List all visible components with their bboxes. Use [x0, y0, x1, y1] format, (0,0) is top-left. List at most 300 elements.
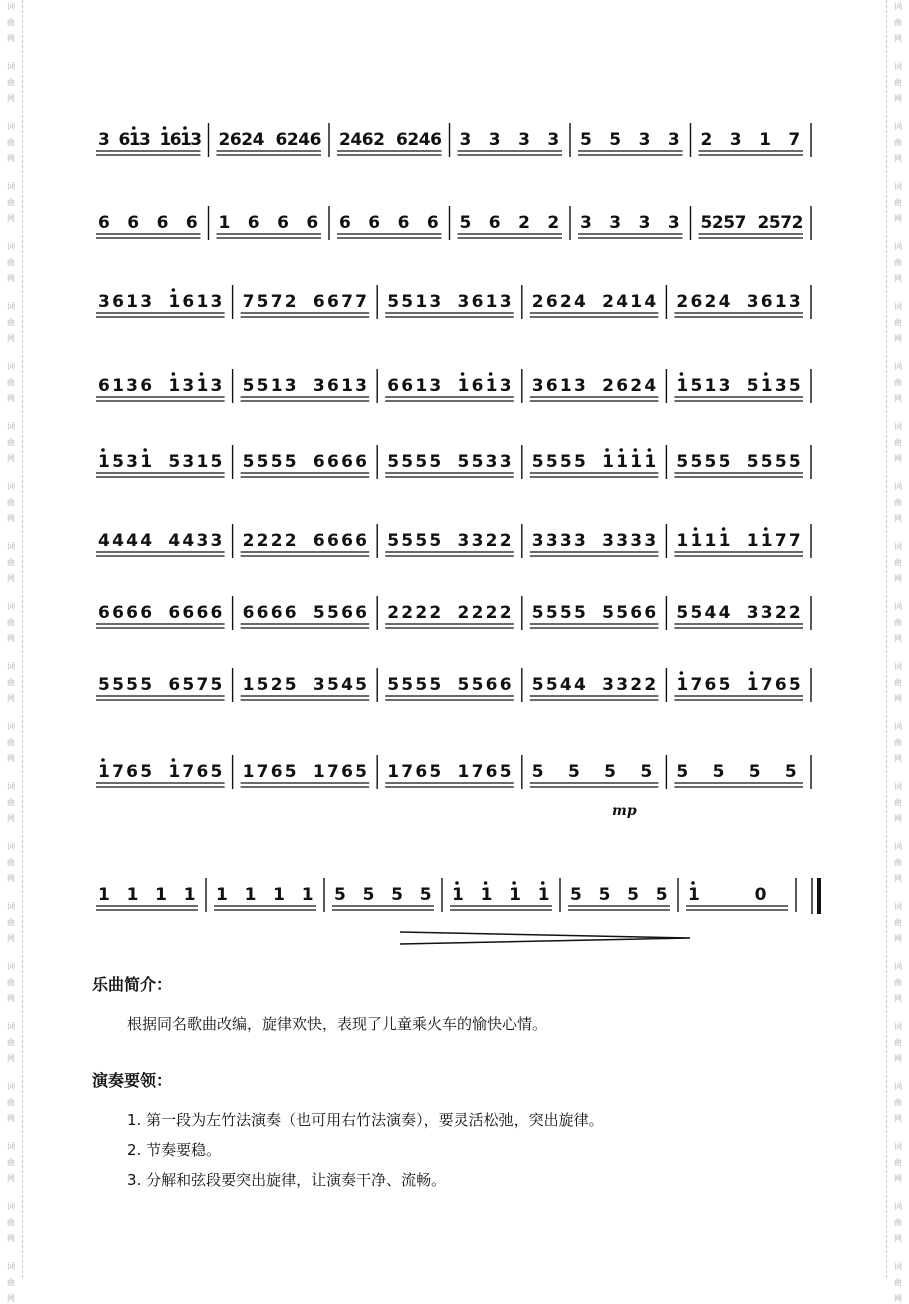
score-note: 5	[256, 376, 269, 396]
score-note: 3	[312, 376, 325, 396]
score-note: 5	[559, 452, 572, 472]
watermark-glyph: 词	[7, 482, 15, 491]
score-note: 1	[704, 531, 717, 551]
score-note: 5	[284, 675, 297, 695]
score-note: 1	[690, 531, 703, 551]
high-octave-dot	[764, 372, 768, 376]
score-note: 5	[574, 603, 586, 623]
score-note: 5	[387, 531, 400, 551]
score-note: 1	[301, 885, 314, 905]
watermark-glyph: 曲	[894, 618, 902, 627]
score-note: 5	[182, 675, 195, 695]
high-octave-dot	[680, 671, 684, 675]
score-note: 2	[630, 376, 643, 396]
score-note: 4	[252, 130, 265, 150]
score-note: 1	[216, 885, 228, 905]
watermark-glyph: 曲	[894, 318, 902, 327]
score-note: 1	[760, 376, 773, 396]
watermark-glyph: 网	[894, 874, 902, 883]
score-note: 5	[768, 213, 781, 233]
score-note: 6	[327, 292, 339, 312]
score-note: 1	[760, 531, 773, 551]
score-note: 1	[457, 376, 470, 396]
score-note: 6	[210, 603, 223, 623]
watermark-glyph: 曲	[894, 1098, 902, 1107]
score-note: 2	[711, 213, 724, 233]
watermark-glyph: 词	[894, 542, 902, 551]
watermark-glyph: 网	[894, 1054, 902, 1063]
score-note: 1	[183, 885, 196, 905]
score-note: 5	[284, 452, 297, 472]
score-note: 1	[485, 292, 498, 312]
score-note: 6	[126, 762, 138, 782]
score-note: 3	[602, 675, 614, 695]
watermark-glyph: 词	[894, 902, 902, 911]
score-note: 1	[244, 885, 257, 905]
score-note: 4	[182, 531, 195, 551]
score-note: 3	[457, 531, 470, 551]
score-note: 3	[312, 675, 325, 695]
score-note: 6	[270, 603, 283, 623]
score-note: 2	[518, 213, 530, 233]
score-note: 2	[757, 213, 770, 233]
watermark-glyph: 词	[7, 1202, 15, 1211]
score-note: 5	[391, 885, 403, 905]
watermark-glyph: 网	[894, 334, 902, 343]
score-note: 1	[746, 675, 759, 695]
score-note: 6	[426, 213, 439, 233]
watermark-glyph: 词	[7, 602, 15, 611]
score-note: 5	[531, 603, 544, 623]
score-note: 5	[284, 762, 297, 782]
watermark-glyph: 曲	[7, 558, 15, 567]
watermark-glyph: 网	[7, 934, 15, 943]
score-note: 5	[784, 762, 797, 782]
score-note: 6	[485, 675, 498, 695]
score-note: 5	[327, 675, 339, 695]
score-note: 5	[415, 675, 428, 695]
watermark-glyph: 词	[7, 1262, 15, 1271]
watermark-glyph: 网	[894, 814, 902, 823]
high-octave-dot	[101, 758, 105, 762]
score-note: 2	[499, 531, 512, 551]
score-note: 6	[270, 762, 283, 782]
score-note: 1	[630, 292, 643, 312]
watermark-glyph: 词	[894, 482, 902, 491]
watermark-glyph: 网	[7, 334, 15, 343]
score-note: 3	[139, 130, 151, 150]
score-note: 6	[196, 603, 209, 623]
score-note: 3	[140, 292, 153, 312]
high-octave-dot	[512, 881, 516, 885]
score-note: 6	[168, 603, 181, 623]
watermark-glyph: 曲	[7, 138, 15, 147]
score-note: 2	[559, 292, 572, 312]
score-note: 5	[531, 452, 544, 472]
score-note: 1	[676, 376, 689, 396]
score-note: 3	[98, 130, 110, 150]
score-note: 3	[429, 292, 442, 312]
score-note: 6	[644, 603, 657, 623]
score-note: 1	[312, 762, 325, 782]
score-note: 5	[419, 885, 432, 905]
score-note: 6	[327, 376, 339, 396]
high-octave-dot	[694, 527, 698, 531]
score-note: 3	[559, 531, 572, 551]
score-note: 6	[112, 292, 124, 312]
score-note: 5	[690, 376, 703, 396]
score-note: 5	[256, 675, 269, 695]
score-note: 1	[168, 762, 181, 782]
high-octave-dot	[132, 126, 136, 130]
watermark-glyph: 曲	[894, 258, 902, 267]
watermark-glyph: 曲	[894, 738, 902, 747]
score-note: 6	[185, 213, 198, 233]
watermark-glyph: 词	[894, 1142, 902, 1151]
watermark-glyph: 词	[7, 302, 15, 311]
decrescendo-hairpin	[400, 932, 690, 944]
watermark-glyph: 曲	[7, 918, 15, 927]
score-note: 6	[471, 292, 484, 312]
score-note: 2	[774, 603, 787, 623]
score-note: 2	[602, 292, 614, 312]
score-note: 1	[457, 762, 470, 782]
score-note: 7	[401, 762, 414, 782]
score-note: 2	[415, 603, 428, 623]
watermark-glyph: 曲	[894, 1218, 902, 1227]
watermark-glyph: 网	[7, 814, 15, 823]
score-note: 2	[547, 213, 560, 233]
watermark-glyph: 网	[894, 34, 902, 43]
score-note: 1	[718, 531, 731, 551]
watermark-glyph: 曲	[894, 1158, 902, 1167]
watermark-glyph: 词	[7, 2, 15, 11]
score-note: 1	[387, 762, 400, 782]
score-note: 7	[112, 762, 124, 782]
score-note: 7	[182, 762, 195, 782]
score-note: 1	[159, 130, 172, 150]
score-note: 6	[341, 762, 353, 782]
watermark-glyph: 网	[894, 274, 902, 283]
score-note: 5	[531, 675, 544, 695]
score-note: 6	[112, 603, 124, 623]
watermark-glyph: 网	[7, 514, 15, 523]
score-note: 6	[499, 675, 512, 695]
score-note: 5	[640, 762, 653, 782]
watermark-glyph: 曲	[7, 1278, 15, 1287]
score-note: 4	[298, 130, 311, 150]
score-note: 5	[140, 762, 153, 782]
score-note: 5	[788, 675, 801, 695]
high-octave-dot	[680, 372, 684, 376]
watermark-glyph: 网	[7, 1174, 15, 1183]
score-note: 3	[547, 130, 560, 150]
score-note: 3	[190, 130, 203, 150]
watermark-glyph: 曲	[894, 978, 902, 987]
score-note: 3	[609, 213, 622, 233]
score-note: 4	[418, 130, 431, 150]
score-note: 5	[627, 885, 639, 905]
watermark-glyph: 词	[7, 1022, 15, 1031]
watermark-glyph: 网	[7, 1234, 15, 1243]
score-note: 7	[734, 213, 747, 233]
score-note: 3	[574, 531, 586, 551]
score-note: 6	[395, 130, 408, 150]
score-note: 5	[415, 531, 428, 551]
score-note: 2	[485, 603, 498, 623]
score-note: 2	[531, 292, 544, 312]
watermark-glyph: 网	[7, 634, 15, 643]
tips-list	[92, 1105, 604, 1195]
watermark-glyph: 网	[7, 574, 15, 583]
high-octave-dot	[633, 448, 637, 452]
high-octave-dot	[648, 448, 652, 452]
score-note: 2	[242, 531, 255, 551]
watermark-glyph: 曲	[894, 678, 902, 687]
score-note: 6	[98, 213, 110, 233]
watermark-glyph: 网	[7, 754, 15, 763]
score-note: 4	[644, 376, 657, 396]
score-note: 3	[531, 376, 544, 396]
score-note: 3	[746, 292, 759, 312]
score-note: 5	[655, 885, 668, 905]
score-note: 2	[630, 675, 643, 695]
score-note: 1	[196, 376, 209, 396]
dynamic-mark-mp: mp	[612, 803, 637, 819]
high-octave-dot	[750, 671, 754, 675]
score-note: 2	[788, 603, 801, 623]
score-note: 5	[580, 130, 592, 150]
score-note: 5	[788, 452, 801, 472]
score-note: 2	[700, 130, 713, 150]
watermark-glyph: 词	[894, 2, 902, 11]
score-note: 5	[429, 452, 442, 472]
score-note: 1	[126, 292, 138, 312]
score-note: 5	[429, 531, 442, 551]
tips-item: 3. 分解和弦段要突出旋律，让演奏干净、流畅。	[127, 1171, 447, 1189]
watermark-glyph: 网	[7, 214, 15, 223]
watermark-glyph: 曲	[7, 378, 15, 387]
high-octave-dot	[764, 527, 768, 531]
watermark-glyph: 曲	[7, 258, 15, 267]
score-note: 5	[774, 452, 787, 472]
score-note: 6	[182, 292, 195, 312]
score-note: 7	[270, 292, 283, 312]
score-note: 5	[718, 452, 731, 472]
score-note: 3	[545, 531, 558, 551]
score-note: 3	[630, 531, 643, 551]
score-note: 6	[760, 292, 773, 312]
watermark-glyph: 曲	[894, 1038, 902, 1047]
score-note: 5	[429, 675, 442, 695]
watermark-glyph: 词	[894, 1082, 902, 1091]
tips-title: 演奏要领：	[92, 1071, 173, 1090]
watermark-glyph: 词	[894, 662, 902, 671]
watermark-glyph: 词	[894, 962, 902, 971]
watermark-glyph: 网	[894, 634, 902, 643]
score-note: 5	[788, 376, 801, 396]
score-note: 5	[545, 675, 558, 695]
watermark-glyph: 网	[7, 274, 15, 283]
score-note: 6	[309, 130, 322, 150]
watermark-glyph: 曲	[894, 198, 902, 207]
score-note: 1	[98, 885, 110, 905]
score-note: 6	[397, 213, 410, 233]
watermark-glyph: 网	[7, 994, 15, 1003]
score-note: 3	[429, 376, 442, 396]
score-note: 7	[355, 292, 367, 312]
score-note: 1	[485, 376, 498, 396]
watermark-glyph: 曲	[7, 618, 15, 627]
score-note: 3	[499, 452, 512, 472]
watermark-glyph: 网	[894, 994, 902, 1003]
score-note: 2	[401, 603, 414, 623]
score-note: 5	[718, 675, 731, 695]
watermark-glyph: 曲	[7, 738, 15, 747]
score-note: 5	[690, 452, 703, 472]
score-note: 4	[112, 531, 124, 551]
high-octave-dot	[455, 881, 459, 885]
score-note: 7	[774, 531, 787, 551]
score-note: 3	[729, 130, 742, 150]
score-note: 2	[373, 130, 386, 150]
score-note: 7	[256, 762, 269, 782]
score-note: 3	[746, 603, 759, 623]
score-note: 5	[256, 452, 269, 472]
score-note: 7	[471, 762, 484, 782]
score-note: 4	[140, 531, 153, 551]
watermark-glyph: 曲	[894, 498, 902, 507]
score-note: 2	[791, 213, 804, 233]
score-note: 1	[196, 292, 209, 312]
score-note: 6	[545, 292, 558, 312]
score-note: 5	[242, 452, 255, 472]
score-note: 5	[457, 675, 470, 695]
score-note: 1	[774, 292, 787, 312]
intro-section	[92, 972, 547, 1039]
score-note: 7	[788, 130, 801, 150]
score-note: 4	[559, 675, 572, 695]
watermark-glyph: 曲	[894, 378, 902, 387]
score-note: 4	[718, 292, 731, 312]
score-note: 6	[168, 675, 181, 695]
score-note: 7	[760, 675, 773, 695]
score-note: 3	[126, 452, 138, 472]
score-note: 4	[168, 531, 181, 551]
score-note: 2	[256, 531, 269, 551]
watermark-glyph: 词	[894, 182, 902, 191]
score-note: 5	[140, 675, 153, 695]
score-note: 6	[616, 376, 629, 396]
score-note: 1	[140, 452, 153, 472]
high-octave-dot	[172, 288, 176, 292]
score-note: 5	[602, 603, 614, 623]
score-note: 6	[545, 376, 558, 396]
score-note: 4	[616, 292, 629, 312]
score-note: 6	[306, 213, 319, 233]
score-note: 3	[499, 292, 512, 312]
watermark-glyph: 词	[7, 62, 15, 71]
watermark-glyph: 曲	[894, 558, 902, 567]
score-note: 5	[168, 452, 181, 472]
watermark-glyph: 曲	[7, 1218, 15, 1227]
score-note: 6	[355, 603, 367, 623]
watermark-glyph: 网	[7, 874, 15, 883]
score-note: 1	[196, 452, 209, 472]
score-note: 2	[407, 130, 420, 150]
score-note: 2	[499, 603, 512, 623]
score-note: 5	[401, 452, 414, 472]
watermark-glyph: 网	[894, 934, 902, 943]
watermark-glyph: 曲	[894, 18, 902, 27]
score-note: 6	[242, 603, 255, 623]
score-note: 7	[780, 213, 793, 233]
high-octave-dot	[172, 758, 176, 762]
watermark-glyph: 曲	[7, 678, 15, 687]
score-note: 5	[334, 885, 346, 905]
score-note: 6	[430, 130, 442, 150]
score-note: 5	[704, 452, 717, 472]
score-note: 6	[415, 762, 428, 782]
score-note: 1	[128, 130, 141, 150]
score-note: 3	[459, 130, 472, 150]
score-note: 1	[168, 292, 181, 312]
watermark-glyph: 词	[894, 782, 902, 791]
watermark-glyph: 网	[7, 94, 15, 103]
score-note: 6	[182, 603, 195, 623]
score-note: 5	[387, 675, 400, 695]
tips-item: 1. 第一段为左竹法演奏（也可用右竹法演奏），要灵活松弛，突出旋律。	[127, 1111, 604, 1129]
watermark-glyph: 词	[7, 1142, 15, 1151]
watermark-glyph: 曲	[7, 438, 15, 447]
score-note: 5	[210, 762, 223, 782]
score-note: 6	[355, 531, 367, 551]
watermark-glyph: 曲	[894, 858, 902, 867]
score-note: 6	[485, 762, 498, 782]
score-note: 1	[616, 452, 629, 472]
watermark-glyph: 词	[894, 602, 902, 611]
high-octave-dot	[183, 126, 187, 130]
score-note: 6	[341, 452, 353, 472]
score-note: 5	[723, 213, 736, 233]
score-note: 6	[275, 130, 288, 150]
score-note: 5	[401, 292, 414, 312]
score-note: 3	[718, 376, 731, 396]
score-note: 2	[471, 603, 484, 623]
watermark-glyph: 网	[7, 394, 15, 403]
score-note: 3	[574, 376, 586, 396]
watermark-glyph: 网	[7, 1114, 15, 1123]
score-note: 3	[760, 603, 773, 623]
watermark-glyph: 网	[894, 454, 902, 463]
score-note: 5	[355, 762, 367, 782]
score-note: 5	[355, 675, 367, 695]
watermark-glyph: 曲	[7, 978, 15, 987]
score-note: 3	[182, 376, 195, 396]
score-note: 5	[98, 675, 110, 695]
watermark-glyph: 网	[7, 1054, 15, 1063]
score-note: 1	[341, 376, 353, 396]
score-note: 1	[630, 452, 643, 472]
score-note: 3	[355, 376, 367, 396]
score-note: 3	[518, 130, 530, 150]
score-note: 4	[98, 531, 110, 551]
score-note: 6	[339, 213, 351, 233]
score-note: 5	[746, 452, 759, 472]
high-octave-dot	[484, 881, 488, 885]
watermark-glyph: 词	[7, 782, 15, 791]
watermark-glyph: 曲	[894, 798, 902, 807]
